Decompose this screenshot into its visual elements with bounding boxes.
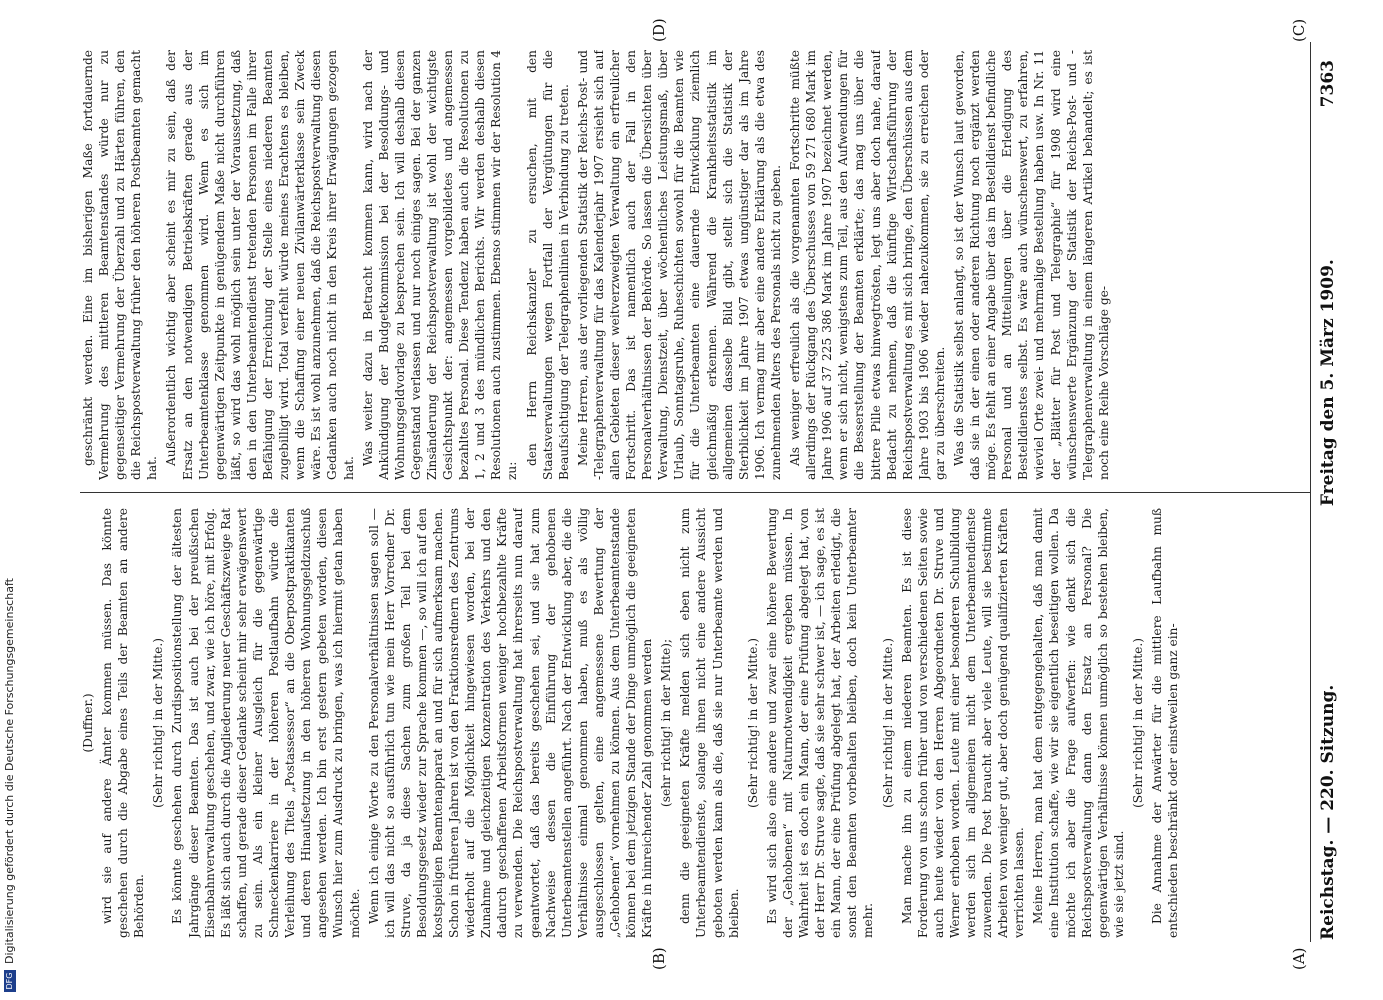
paragraph: Meine Herren, man hat dem entgegengehalten, daß man damit eine Institution schaffe, wie wir sie eigentlich beseitigen wollen. Da möchte ich aber die Frage aufwerfen: wie denkt sich die Reichspostverwaltung dann den Ersatz an Personal? Die gegenwärtigen Verhältnisse können unmöglich so bestehen bleiben, wie sie jetzt sind.	[1031, 508, 1126, 938]
margin-marker-b: (B)	[650, 947, 668, 970]
paragraph: Die Annahme der Anwärter für die mittlere Laufbahn muß entschieden beschränkt oder einstweilen ganz ein-	[1150, 508, 1181, 938]
margin-marker-c: (C)	[1290, 18, 1308, 42]
margin-marker-a: (A)	[1290, 947, 1308, 970]
paragraph: (Sehr richtig! in der Mitte.)	[151, 638, 166, 808]
paragraph: Man mache ihn zu einem niederen Beamten. Es ist diese Forderung von uns schon früher und von verschiedenen Seiten sowie auch heute wieder von den Herren Abgeordneten Dr. Struve und Werner erhoben worden. Leute mit einer besonderen Schulbildung werden sich im allgemeinen nicht dem Unterbeamtendienste zuwenden. Die Post braucht aber viele Leute, will sie bestimmte Arbeiten von weniger gut, aber doch genügend qualifizierten Kräften verrichten lassen.	[899, 508, 1027, 938]
margin-marker-d: (D)	[650, 18, 668, 42]
speaker-name: (Duffner.)	[81, 693, 95, 753]
column-right	[80, 50, 1310, 480]
paragraph: wird sie auf andere Ämter kommen müssen. Das könnte geschehen durch die Abgabe eines Teils der Beamten an andere Behörden.	[100, 508, 147, 938]
paragraph: (sehr richtig! in der Mitte);	[659, 638, 674, 808]
paragraph: Meine Herren, aus der vorliegenden Statistik der Reichs-Post- und -Telegraphenverwaltung für das Kalenderjahr 1907 ersieht sich auf allen Gebieten dieser weitverzweigten Verwaltung ein erfreulicher Fortschritt. Das ist namentlich auch der Fall in den Personalverhältnissen der Behörde. So lassen die Übersichten über Verwaltung, Dienstzeit, über wöchentliches Leistungsmaß, über Urlaub, Sonntagsruhe, Ruheschichten sowohl für die Beamten wie für die Unterbeamten eine dauernde Entwicklung ziemlich gleichmäßig erkennen. Während die Krankheitsstatistik im allgemeinen dasselbe Bild gibt, stellt sich die Statistik der Sterblichkeit im Jahre 1907 etwas ungünstiger dar als im Jahre 1906. Ich vermag mir aber eine andere Erklärung als die etwa des zunehmenden Alters des Personals nicht zu geben.	[575, 50, 783, 480]
paragraph: denn die geeigneten Kräfte melden sich eben nicht zum Unterbeamtendienste, solange ihnen nicht eine andere Aussicht geboten werden kann als die, daß sie nur Unterbeamte werden und bleiben.	[678, 508, 741, 938]
dfg-logo: DFG	[4, 970, 16, 992]
header-rule	[1310, 42, 1311, 942]
paragraph: Wenn ich einige Worte zu den Personalverhältnissen sagen soll — ich will das nicht so ausführlich tun wie mein Herr Vorredner Dr. Struve, da ja diese Sachen zum großen Teil bei dem Besoldungsgesetz wieder zur Sprache kommen —, so will ich auf den kostspieligen Beamtenapparat an und für sich aufmerksam machen. Schon in früheren Jahren ist von den Fraktionsrednern des Zentrums wiederholt auf die Möglichkeit hingewiesen worden, bei der Zunahme und gleichzeitigen Konzentration des Verkehrs und den dadurch geschaffenen Arbeitsformen weniger hochbezahlte Kräfte zu verwenden. Die Reichspostverwaltung hat ihrerseits nun darauf geantwortet, daß das bereits geschehen sei, und sie hat zum Nachweise dessen die Einführung der gehobenen Unterbeamtenstellen angeführt. Nach der Entwicklung aber, die die Verhältnisse einmal genommen haben, muß es als völlig ausgeschlossen gelten, eine angemessene Bewertung der „Gehobenen“ vornehmen zu können. Aus dem Unterbeamtenstande können bei dem jetzigen Stande der Dinge unmöglich die geeigneten Kräfte in hinreichender Zahl genommen werden	[366, 508, 655, 938]
paragraph: Als weniger erfreulich als die vorgenannten Fortschritte müßte allerdings der Rückgang des Überschusses von 59 271 680 Mark im Jahre 1906 auf 37 225 386 Mark im Jahre 1907 bezeichnet werden, wenn er sich nicht, wenigstens zum Teil, aus den Aufwendungen für die Besserstellung der Beamten erklärte; das mag uns über die bittere Pille etwas hinwegtrösten, legt uns aber doch nahe, darauf Bedacht zu nehmen, daß die künftige Wirtschaftsführung der Reichspostverwaltung es mit sich bringe, den Überschüssen aus dem Jahre 1903 bis 1906 wieder nahezukommen, sie zu erreichen oder gar zu überschreiten.	[788, 50, 947, 480]
footer-credit	[3, 578, 16, 992]
header-right	[1318, 60, 1338, 506]
page-number: 7363	[1318, 60, 1338, 108]
footer-text: Digitalisierung gefördert durch die Deutsche Forschungsgemeinschaft	[3, 578, 16, 964]
column-divider	[80, 492, 1310, 493]
paragraph: geschränkt werden. Eine im bisherigen Maße fortdauernde Vermehrung des mittleren Beamtenstandes würde nur zu gegenseitiger Vermehrung der Überzahl und zu Härten führen, den die Reichspostverwaltung früher den höheren Postbeamten gemacht hat.	[81, 50, 160, 480]
paragraph: (Sehr richtig! in der Mitte.)	[745, 638, 760, 808]
column-right-body	[80, 50, 1112, 480]
paragraph: Außerordentlich wichtig aber scheint es mir zu sein, daß der Ersatz an den notwendigen Betriebskräften gerade aus der Unterbeamtenklasse genommen wird. Wenn es sich im gegenwärtigen Zeitpunkte in genügendem Maße nicht durchführen läßt, so wird das wohl möglich sein unter der Voraussetzung, daß den in den Unterbeamtendienst tretenden Personen im Falle ihrer Befähigung der Erreichung der Stelle eines niederen Beamten zugebilligt wird. Total verfehlt würde meines Erachtens es bleiben, wenn die Schaffung einer neuen Zivilanwärterklasse sein Zweck wäre. Es ist wohl anzunehmen, daß die Reichspostverwaltung diesen Gedanken auch noch nicht in den Kreis ihrer Erwägungen gezogen hat.	[164, 50, 356, 480]
header-date: Freitag den 5. März 1909.	[1318, 259, 1338, 507]
column-left-body	[99, 508, 1181, 938]
paragraph: Es könnte geschehen durch Zurdispositionstellung der ältesten Jahrgänge dieser Beamten. Das ist auch bei der preußischen Eisenbahnverwaltung geschehen, und zwar, wie ich höre, mit Erfolg. Es läßt sich auch durch die Angliederung neuer Geschäftszweige Rat schaffen, und gerade dieser Gedanke scheint mir sehr erwägenswert zu sein. Als ein kleiner Ausgleich für die gegenwärtige Schneckenkarriere in der höheren Postlaufbahn würde die Verleihung des Titels „Postassessor“ an die Oberpostpraktikanten und deren Hinaufsetzung in den höheren Wohnungsgeldzuschuß angesehen werden. Ich bin erst gestern gebeten worden, diesen Wunsch hier zum Ausdruck zu bringen, was ich hiermit getan haben möchte.	[170, 508, 362, 938]
paragraph: Was weiter dazu in Betracht kommen kann, wird nach der Ankündigung der Budgetkommission bei der Besoldungs- und Wohnungsgeldvorlage zu besprechen sein. Ich will deshalb diesen Gegenstand verlassen und nur noch einiges sagen. Bei der ganzen Zinsänderung der Reichspostverwaltung ist wohl der wichtigste Gesichtspunkt der: angemessen vorgebildetes und angemessen bezahltes Personal. Diese Tendenz haben auch die Resolutionen zu 1, 2 und 3 des mündlichen Berichts. Wir werden deshalb diesen Resolutionen auch zustimmen. Ebenso stimmen wir der Resolution 4 zu:	[360, 50, 520, 480]
paragraph: den Herrn Reichskanzler zu ersuchen, mit den Staatsverwaltungen wegen Fortfall der Vergütungen für die Beaufsichtigung der Telegraphenlinien in Verbindung zu treten.	[524, 50, 571, 480]
paragraph: Es wird sich also eine andere und zwar eine höhere Bewertung der „Gehobenen“ mit Naturnotwendigkeit ergeben müssen. In Wahrheit ist es doch ein Mann, der eine Prüfung abgelegt hat, von der Herr Dr. Struve sagte, daß sie sehr schwer ist, — ich sage, es ist ein Mann, der eine Prüfung abgelegt hat, der Arbeiten erledigt, die sonst den Beamten vorbehalten bleiben, doch kein Unterbeamter mehr.	[764, 508, 876, 938]
paragraph: Was die Statistik selbst anlangt, so ist der Wunsch laut geworden, daß sie in der einen oder anderen Richtung noch ergänzt werden möge. Es fehlt an einer Angabe über das im Bestelldienst befindliche Personal und an Mitteilungen über die Erledigung des Bestelldienstes selbst. Es wäre auch wünschenswert, zu erfahren, wieviel Orte zwei- und mehrmalige Bestellung haben usw. In Nr. 11 der „Blätter für Post und Telegraphie“ für 1908 wird eine wünschenswerte Ergänzung der Statistik der Reichs-Post- und -Telegraphenverwaltung in einem längeren Artikel behandelt; es ist noch eine Reihe Vorschläge ge-	[951, 50, 1111, 480]
paragraph: (Sehr richtig! in der Mitte.)	[880, 638, 895, 808]
footer-strip	[0, 0, 18, 1000]
column-left	[80, 508, 1310, 938]
header-left: Reichstag. — 220. Sitzung.	[1318, 684, 1338, 940]
running-header	[1318, 60, 1348, 940]
paragraph: (Sehr richtig! in der Mitte.)	[1130, 638, 1145, 808]
